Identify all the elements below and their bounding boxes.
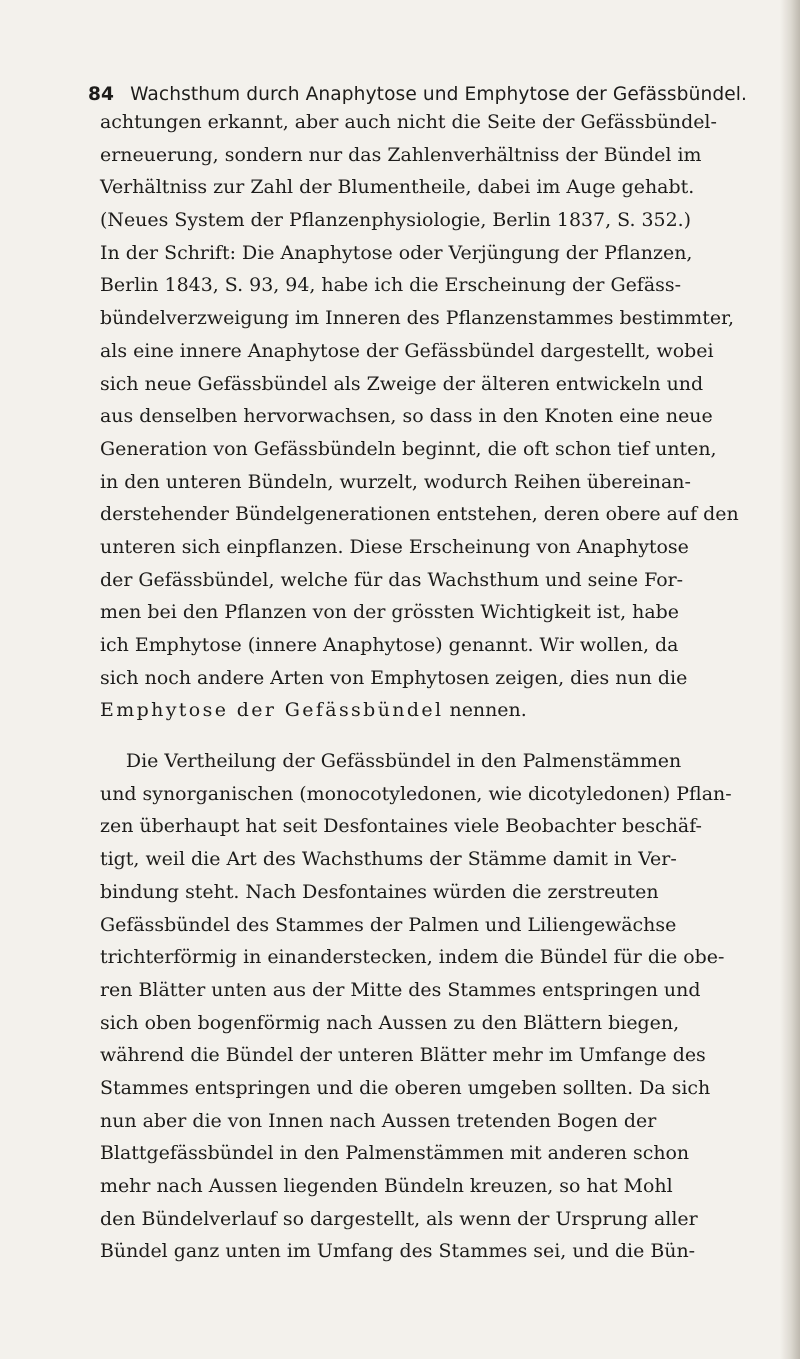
text-line: aus denselben hervorwachsen, so dass in den Knoten eine neue bbox=[100, 405, 713, 428]
text-line: In der Schrift: Die Anaphytose oder Verjüngung der Pflanzen, bbox=[100, 241, 693, 264]
text-line: ren Blätter unten aus der Mitte des Stammes entspringen und bbox=[100, 978, 701, 1001]
text-line: Blattgefässbündel in den Palmenstämmen mit anderen schon bbox=[100, 1142, 690, 1165]
page-number: 84 bbox=[88, 84, 115, 105]
text-line: trichterförmig in einanderstecken, indem die Bündel für die obe- bbox=[100, 946, 725, 969]
text-line: Bündel ganz unten im Umfang des Stammes sei, und die Bün- bbox=[100, 1240, 696, 1263]
text-line: Verhältniss zur Zahl der Blumentheile, dabei im Auge gehabt. bbox=[100, 176, 695, 199]
text-line: Berlin 1843, S. 93, 94, habe ich die Erscheinung der Gefäss- bbox=[100, 274, 681, 297]
text-line: Gefässbündel des Stammes der Palmen und Liliengewächse bbox=[100, 913, 677, 936]
text-line: Die Vertheilung der Gefässbündel in den Palmenstämmen bbox=[125, 750, 682, 773]
body-text bbox=[100, 106, 790, 1268]
text-line: ich Emphytose (innere Anaphytose) genannt. Wir wollen, da bbox=[100, 634, 679, 656]
text-line: Stammes entspringen und die oberen umgeben sollten. Da sich bbox=[100, 1076, 711, 1099]
text-line: und synorganischen (monocotyledonen, wie dicotyledonen) Pflan- bbox=[100, 782, 732, 805]
text-line: nun aber die von Innen nach Aussen tretenden Bogen der bbox=[100, 1109, 657, 1132]
running-title: Wachsthum durch Anaphytose und Emphytose der Gefässbündel. bbox=[130, 84, 748, 105]
text-line: den Bündelverlauf so dargestellt, als wenn der Ursprung aller bbox=[100, 1207, 698, 1230]
paragraph-2 bbox=[100, 745, 790, 1268]
text-line: sich oben bogenförmig nach Aussen zu den Blättern biegen, bbox=[100, 1011, 680, 1034]
paragraph-1 bbox=[100, 106, 790, 727]
text-line: tigt, weil die Art des Wachsthums der Stämme damit in Ver- bbox=[100, 848, 677, 871]
text-fragment: nennen. bbox=[443, 699, 527, 722]
text-line: zen überhaupt hat seit Desfontaines viele Beobachter beschäf- bbox=[100, 815, 702, 838]
text-line: der Gefässbündel, welche für das Wachsthum und seine For- bbox=[100, 568, 684, 591]
text-line: mehr nach Aussen liegenden Bündeln kreuzen, so hat Mohl bbox=[100, 1175, 673, 1197]
running-head bbox=[88, 84, 748, 105]
text-line: als eine innere Anaphytose der Gefässbündel dargestellt, wobei bbox=[100, 339, 714, 362]
text-line: (Neues System der Pflanzenphysiologie, Berlin 1837, S. 352.) bbox=[100, 209, 692, 232]
emphasized-term: Emphytose der Gefässbündel bbox=[100, 699, 444, 722]
text-line: bündelverzweigung im Inneren des Pflanzenstammes bestimmter, bbox=[100, 307, 735, 330]
text-line-final bbox=[100, 694, 788, 727]
text-line: unteren sich einpflanzen. Diese Erscheinung von Anaphytose bbox=[100, 535, 689, 558]
text-line: während die Bündel der unteren Blätter mehr im Umfange des bbox=[100, 1044, 706, 1067]
text-line: erneuerung, sondern nur das Zahlenverhältniss der Bündel im bbox=[100, 143, 702, 166]
text-line: sich noch andere Arten von Emphytosen zeigen, dies nun die bbox=[100, 666, 688, 689]
text-line: in den unteren Bündeln, wurzelt, wodurch Reihen übereinan- bbox=[100, 470, 691, 493]
text-line: derstehender Bündelgenerationen entstehen, deren obere auf den bbox=[100, 503, 739, 526]
paragraph-gap bbox=[100, 727, 790, 745]
text-line: sich neue Gefässbündel als Zweige der älteren entwickeln und bbox=[100, 372, 704, 395]
text-line: achtungen erkannt, aber auch nicht die Seite der Gefässbündel- bbox=[100, 111, 717, 133]
text-line: Generation von Gefässbündeln beginnt, die oft schon tief unten, bbox=[100, 437, 717, 460]
text-line: bindung steht. Nach Desfontaines würden die zerstreuten bbox=[100, 880, 659, 903]
text-line: men bei den Pflanzen von der grössten Wichtigkeit ist, habe bbox=[100, 601, 679, 624]
